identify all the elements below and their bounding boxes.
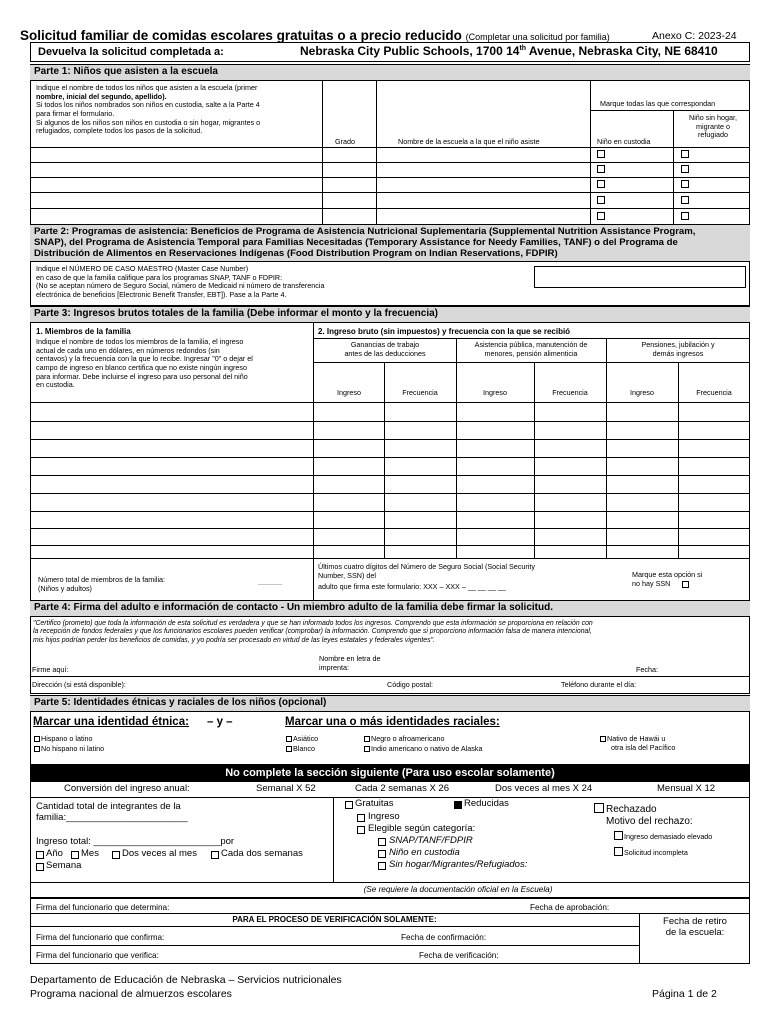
reduced-label: Reducidas [464,798,509,809]
form-title-text: Solicitud familiar de comidas escolares gratuitas o a precio reducido [20,28,462,43]
foster-checkbox-3[interactable] [597,180,605,188]
return-address: Nebraska City Public Schools, 1700 14th Avenue, Nebraska City, NE 68410 [300,44,718,58]
part5-title: Parte 5: Identidades étnicas y raciales de los niños (opcional) [30,695,750,712]
categorical-checkbox[interactable] [357,826,365,834]
hawaiian-label: Nativo de Hawái u otra isla del Pacífico [607,734,676,752]
incomplete-label: Solicitud incompleta [624,848,688,857]
col-homeless: Niño sin hogar, migrante o refugiado [689,113,737,140]
homeless-school-checkbox[interactable] [378,862,386,870]
part1-title: Parte 1: Niños que asisten a la escuela [30,64,750,81]
categorical-label: Elegible según categoría: [368,823,476,834]
pension-income-col: Ingreso [630,388,654,397]
form-title-note: (Completar una solicitud por familia) [465,32,610,42]
gross-income-title: 2. Ingreso bruto (sin impuestos) y frecuencia con la que se recibió [318,327,571,336]
black-checkbox[interactable] [364,736,370,742]
col-grade: Grado [335,137,355,146]
free-label: Gratuitas [355,798,394,809]
homeless-checkbox-2[interactable] [681,165,689,173]
native-american-label: Indio americano o nativo de Alaska [371,744,483,753]
address-label: Dirección (si está disponible): [32,680,126,689]
per-year-label: Año [46,848,63,859]
work-income-col: Ingreso [337,388,361,397]
sign-here-label: Firme aquí: [32,665,69,674]
homeless-checkbox-5[interactable] [681,212,689,220]
part3-title: Parte 3: Ingresos brutos totales de la familia (Debe informar el monto y la frecuencia) [30,306,750,323]
white-label: Blanco [293,744,315,753]
per-biweekly-label: Cada dos semanas [221,848,303,859]
asian-label: Asiático [293,734,319,743]
foster-checkbox-4[interactable] [597,196,605,204]
footer-program: Programa nacional de almuerzos escolares [30,988,232,1000]
verification-date-label: Fecha de verificación: [419,951,499,960]
household-size-label: Cantidad total de integrantes de la familia:_______________________ [36,801,188,823]
pension-frequency-col: Frecuencia [696,388,732,397]
determining-official-label: Firma del funcionario que determina: [36,903,170,912]
per-week-label: Semana [46,860,82,871]
zip-label: Código postal: [387,680,433,689]
confirming-official-label: Firma del funcionario que confirma: [36,933,165,942]
not-hispanic-label: No hispano ni latino [41,744,105,753]
case-number-field[interactable] [534,266,746,288]
date-label: Fecha: [636,665,658,674]
denial-reason-label: Motivo del rechazo: [606,816,693,827]
members-title: 1. Miembros de la familia [36,327,131,336]
col-foster: Niño en custodia [597,137,651,146]
official-doc-note: (Se requiere la documentación oficial en la Escuela) [363,885,553,894]
print-name-label: Nombre en letra de imprenta: [319,654,381,672]
phone-label: Teléfono durante el día: [561,680,637,689]
conversion-label: Conversión del ingreso anual: [64,783,190,794]
homeless-checkbox-1[interactable] [681,150,689,158]
ssn-label: Últimos cuatro dígitos del Número de Seguro Social (Social Security Number, SSN) del adulto que firma este formulario: XXX – XXX – __ __ __ __ [318,562,535,592]
white-checkbox[interactable] [286,746,292,752]
total-members-label: Número total de miembros de la familia: (Niños y adultos) [38,575,166,593]
part1-instructions: Indique el nombre de todos los niños que asisten a la escuela (primer nombre, inicial del segundo, apellido). Si todos los niños nombrados son niños en custodia, salte a la Parte 4 para firmar el formulario. Si algunos de los niños son niños en custodia o sin hogar, migrantes o refugiados, complete todos los pasos de la solicitud. [36,83,261,136]
part2-title: Parte 2: Programas de asistencia: Beneficios de Programa de Asistencia Nutricional Suplementaria (Supplemental Nutrition Assistance Program, SNAP), del Programa de Asistencia Temporal para Familias Necesitadas (Temporary Assistance for Needy Families, TANF) o del Programa de Distribución de Alimentos en Reservaciones Indígenas (Food Distribution Program on Indian Reservations, FDPIR) [30,224,750,262]
homeless-school-label: Sin hogar/Migrantes/Refugiados: [389,859,528,870]
foster-school-checkbox[interactable] [378,850,386,858]
foster-checkbox-5[interactable] [597,212,605,220]
part4-title: Parte 4: Firma del adulto e información de contacto - Un miembro adulto de la familia debe firmar la solicitud. [30,600,750,617]
hawaiian-checkbox[interactable] [600,736,606,742]
annex-label: Anexo C: 2023-24 [652,30,737,42]
total-income-label: Ingreso total: ________________________por [36,836,235,847]
no-ssn-label: Marque esta opción si no hay SSN [632,570,703,588]
per-month-label: Mes [81,848,99,859]
biweekly-label: Cada 2 semanas X 26 [355,783,450,794]
assist-frequency-col: Frecuencia [552,388,588,397]
asian-checkbox[interactable] [286,736,292,742]
income-label: Ingreso [368,811,400,822]
no-ssn-checkbox[interactable] [682,581,689,588]
return-label: Devuelva la solicitud completada a: [38,46,224,58]
black-label: Negro o afroamericano [371,734,445,743]
verifying-official-label: Firma del funcionario que verifica: [36,951,159,960]
foster-checkbox-1[interactable] [597,150,605,158]
school-use-banner: No complete la sección siguiente (Para uso escolar solamente) [30,765,750,781]
public-assistance-header: Asistencia pública, manutención de menores, pensión alimenticia [474,340,588,358]
racial-heading: Marcar una o más identidades raciales: [285,716,500,728]
work-earnings-header: Ganancias de trabajo antes de las deducciones [344,340,426,358]
per-week-checkbox[interactable] [36,863,44,871]
members-instructions: Indique el nombre de todos los miembros de la familia, el ingreso actual de cada uno en dólares, en números redondos (sin centavos) y la frecuencia con la que lo recibe. Ingresar "0" o dejar el campo de ingreso en blanco certifica que no existe ningún ingreso para informar. Debe incluirse el ingreso para uso personal del niño en custodia. [36,337,253,390]
pensions-header: Pensiones, jubilación y demás ingresos [641,340,715,358]
hispanic-checkbox[interactable] [34,736,40,742]
verification-only-label: PARA EL PROCESO DE VERIFICACIÓN SOLAMENTE: [232,915,437,924]
native-american-checkbox[interactable] [364,746,370,752]
per-twice-checkbox[interactable] [112,851,120,859]
income-too-high-label: Ingreso demasiado elevado [624,832,713,841]
denied-label: Rechazado [606,804,657,815]
incomplete-checkbox[interactable] [614,847,623,856]
homeless-checkbox-4[interactable] [681,196,689,204]
free-checkbox[interactable] [345,801,353,809]
footer-dept: Departamento de Educación de Nebraska – Servicios nutricionales [30,974,342,986]
income-too-high-checkbox[interactable] [614,831,623,840]
income-checkbox[interactable] [357,814,365,822]
confirmation-date-label: Fecha de confirmación: [401,933,487,942]
certification-text: "Certifico (prometo) que toda la información de esta solicitud es verdadera y que se han informado todos los ingresos. Comprendo que esta información se proporciona en relación con la recepción de fondos federales y que los funcionarios escolares pueden verificar (comprobar) la información. Comprendo que si proporciono información falsa de manera intencional, mis hijos podrían perder los beneficios de comidas, y yo podría ser procesado en virtud de las leyes estatales y federales vigentes". [33,620,593,644]
weekly-label: Semanal X 52 [256,783,316,794]
withdrawal-date-label: Fecha de retiro de la escuela: [663,916,727,939]
reduced-checkbox[interactable] [454,801,462,809]
part2-instructions: Indique el NÚMERO DE CASO MAESTRO (Master Case Number) en caso de que la familia califique para los programas SNAP, TANF o FDPIR: (No se aceptan número de Seguro Social, número de Medicaid ni número de transferencia electrónica de beneficios [Electronic Benefit Transfer, EBT]). Pase a la Parte 4. [36,264,325,299]
not-hispanic-checkbox[interactable] [34,746,40,752]
foster-school-label: Niño en custodia [389,847,460,858]
homeless-checkbox-3[interactable] [681,180,689,188]
per-twice-label: Dos veces al mes [122,848,197,859]
twice-month-label: Dos veces al mes X 24 [495,783,593,794]
denied-checkbox[interactable] [594,803,604,813]
assist-income-col: Ingreso [483,388,507,397]
snap-label: SNAP/TANF/FDPIR [389,835,473,846]
and-separator: – y – [207,716,233,728]
total-members-field[interactable]: ______ [258,576,282,585]
per-month-checkbox[interactable] [71,851,79,859]
col-mark-all: Marque todas las que correspondan [600,99,716,108]
monthly-label: Mensual X 12 [657,783,716,794]
page-number: Página 1 de 2 [652,988,717,1000]
ethnic-heading: Marcar una identidad étnica: [33,716,189,728]
work-frequency-col: Frecuencia [402,388,438,397]
foster-checkbox-2[interactable] [597,165,605,173]
per-year-checkbox[interactable] [36,851,44,859]
per-biweekly-checkbox[interactable] [211,851,219,859]
snap-checkbox[interactable] [378,838,386,846]
col-school: Nombre de la escuela a la que el niño asiste [398,137,540,146]
hispanic-label: Hispano o latino [41,734,93,743]
approval-date-label: Fecha de aprobación: [530,903,610,912]
